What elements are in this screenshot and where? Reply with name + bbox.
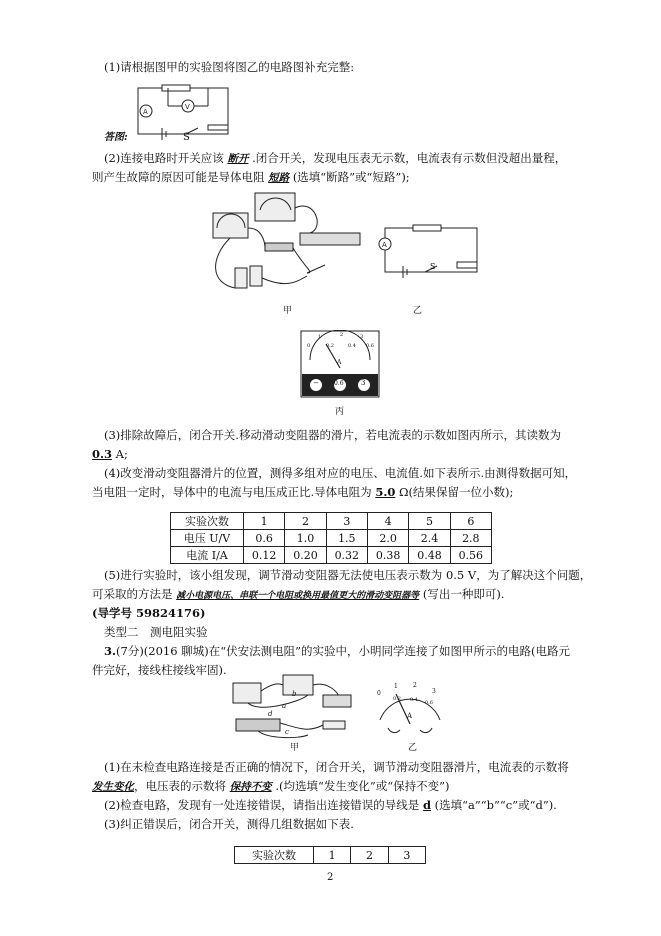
q3-line1: (3)排除故障后，闭合开关.移动滑动变阻器的滑片，若电流表的示数如图丙所示，其读数为 — [104, 428, 561, 442]
p3-line2: 件完好，接线柱接线牢固). — [92, 663, 227, 677]
table-cell: 4 — [367, 513, 408, 530]
dial-2: 2 — [340, 332, 344, 338]
switch-label: S — [183, 132, 190, 143]
experiment-figure-jia-2 — [228, 673, 368, 745]
table-cell: 2.8 — [450, 530, 491, 547]
table-cell: 电流 I/A — [171, 547, 244, 564]
figure-bing-label: 丙 — [335, 407, 345, 417]
table-cell: 5 — [409, 513, 450, 530]
wire-b-label: b — [292, 690, 297, 698]
table-cell: 0.6 — [244, 530, 285, 547]
table-cell: 2 — [285, 513, 326, 530]
ammeter-dial-yi — [370, 680, 450, 740]
table-cell: 3 — [388, 847, 425, 864]
dial-bottom-0-2: 0.2 — [393, 696, 401, 702]
table-cell: 3 — [326, 513, 367, 530]
page-number: 2 — [327, 872, 334, 883]
dial-bottom-0: 0 — [377, 690, 381, 697]
table-cell: 6 — [450, 513, 491, 530]
table-cell: 0.38 — [367, 547, 408, 564]
p3-line1: 3.(7分)(2016 聊城)在“伏安法测电阻”的实验中，小明同学连接了如图甲所示的电路(电路元 — [104, 644, 570, 658]
figure-jia-label: 甲 — [283, 306, 293, 316]
table-header-row — [171, 513, 492, 530]
dial-0-4: 0.4 — [348, 343, 356, 349]
wire-d-label: d — [268, 710, 273, 718]
table-cell: 2.0 — [367, 530, 408, 547]
svg-text:V: V — [185, 103, 190, 111]
terminal-3: 3 — [361, 379, 366, 387]
q2-line1: (2)连接电路时开关应该 断开 .闭合开关，发现电压表无示数，电流表有示数但没超出量程， — [104, 151, 567, 165]
terminal-0-6: 0.6 — [334, 380, 344, 387]
dial-0-6: 0.6 — [366, 343, 374, 349]
dial-bottom-1: 1 — [394, 683, 398, 690]
dial-0-2: 0.2 — [326, 343, 334, 349]
table-cell: 0.12 — [244, 547, 285, 564]
table-cell: 1.5 — [326, 530, 367, 547]
table-cell: 1 — [244, 513, 285, 530]
dial-bottom-2: 2 — [413, 682, 417, 689]
data-table-voltage-current — [170, 512, 492, 564]
table-cell: 1 — [314, 847, 351, 864]
table-cell: 1.0 — [285, 530, 326, 547]
q1-text: (1)请根据图甲的实验图将图乙的电路图补充完整: — [104, 60, 355, 74]
ammeter-unit: A — [337, 359, 342, 366]
table-cell: 0.32 — [326, 547, 367, 564]
wire-a-label: a — [282, 702, 287, 710]
table-row — [171, 530, 492, 547]
dial-bottom-0-4: 0.4 — [410, 697, 418, 703]
section-type-two: 类型二 测电阻实验 — [104, 625, 208, 639]
table-cell: 0.56 — [450, 547, 491, 564]
p3q1-line2: 发生变化，电压表的示数将 保持不变 .(均选填“发生变化”或“保持不变”) — [92, 779, 450, 793]
svg-text:A: A — [382, 241, 387, 249]
svg-text:A: A — [143, 108, 148, 116]
table-cell: 2.4 — [409, 530, 450, 547]
table-cell: 2 — [351, 847, 388, 864]
data-table-trials — [234, 846, 426, 864]
q3-line2: 0.3 A; — [92, 447, 128, 461]
table-cell: 电压 U/V — [171, 530, 244, 547]
q4-line2: 当电阻一定时，导体中的电流与电压成正比.导体电阻为 5.0 Ω(结果保留一位小数); — [92, 485, 514, 499]
q4-line1: (4)改变滑动变阻器滑片的位置，测得多组对应的电压、电流值.如下表所示.由测得数据可知， — [104, 466, 577, 480]
q5-line2: 可采取的方法是 减小电源电压、串联一个电阻或换用最值更大的滑动变阻器等 (写出一种即可). — [92, 587, 505, 601]
circuit-yi-s-label: S — [430, 262, 436, 271]
table-cell: 实验次数 — [235, 847, 314, 864]
table-cell: 0.20 — [285, 547, 326, 564]
dial-bottom-0-6: 0.6 — [425, 700, 433, 706]
answer-diagram-label: 答图: — [104, 132, 128, 143]
p3q2-line: (2)检查电路，发现有一处连接错误，请指出连接错误的导线是 d (选填“a”“b”“c”或“d”). — [104, 798, 557, 812]
dial-bottom-unit: A — [407, 712, 413, 720]
q2-line2: 则产生故障的原因可能是导体电阻 短路 (选填“断路”或“短路”); — [92, 170, 410, 184]
table-cell: 实验次数 — [171, 513, 244, 530]
dial-bottom-3: 3 — [432, 688, 436, 695]
table-header-row — [235, 847, 426, 864]
experiment-figure-jia — [205, 188, 365, 308]
dial-0: 0 — [307, 343, 311, 349]
figure-yi-label: 乙 — [413, 306, 423, 316]
wire-c-label: c — [285, 728, 289, 736]
q5-line1: (5)进行实验时，该小组发现，调节滑动变阻器无法使电压表示数为 0.5 V，为了解决这个问题， — [104, 568, 592, 582]
guide-number: (导学号 59824176) — [92, 606, 206, 620]
table-row — [171, 547, 492, 564]
figure-yi-2-label: 乙 — [408, 743, 418, 753]
p3q1-line1: (1)在未检查电路连接是否正确的情况下，闭合开关，调节滑动变阻器滑片，电流表的示数将 — [104, 760, 569, 774]
dial-1: 1 — [318, 334, 322, 340]
dial-3: 3 — [360, 334, 364, 340]
p3q3-line: (3)纠正错误后，闭合开关，测得几组数据如下表. — [104, 817, 354, 831]
terminal-minus: − — [313, 379, 319, 387]
table-cell: 0.48 — [409, 547, 450, 564]
figure-jia-2-label: 甲 — [290, 743, 300, 753]
